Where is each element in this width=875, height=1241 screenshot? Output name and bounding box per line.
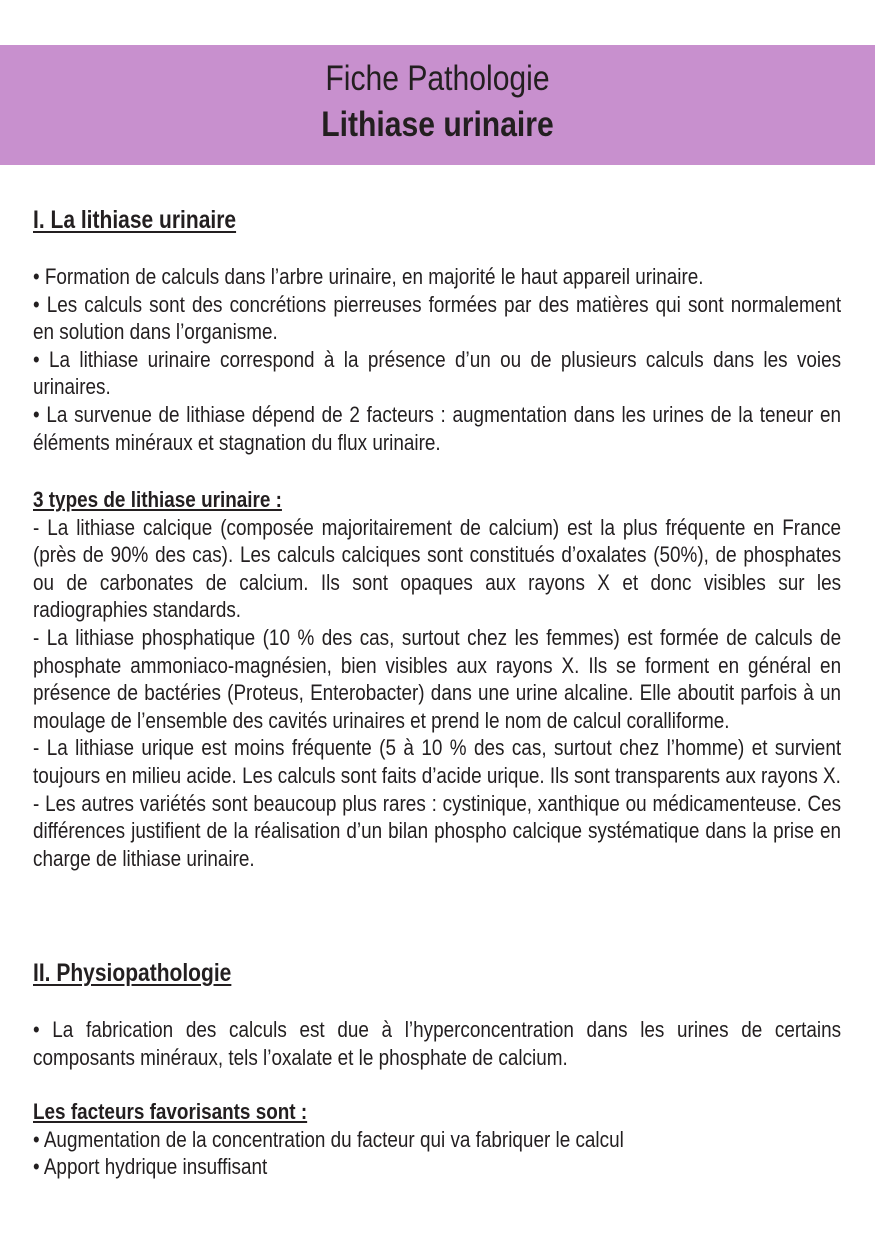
factor-item: • Apport hydrique insuffisant (33, 1154, 268, 1180)
factors-heading: Les facteurs favorisants sont : (33, 1099, 308, 1124)
section1-bullet: • La survenue de lithiase dépend de 2 facteurs : augmentation dans les urines de la teneur en éléments minéraux et stagnation du flux urinaire. (33, 401, 842, 455)
section2-bullet: • La fabrication des calculs est due à l’hyperconcentration dans les urines de certains composants minéraux, tels l’oxalate et le phosphate de calcium. (33, 1017, 842, 1070)
page-subtitle: Lithiase urinaire (321, 105, 554, 144)
section1-bullet: • Formation de calculs dans l’arbre urinaire, en majorité le haut appareil urinaire. (33, 264, 704, 289)
types-heading: 3 types de lithiase urinaire : (33, 487, 282, 512)
section2-bullets (33, 1016, 841, 1071)
factor-item: • Augmentation de la concentration du facteur qui va fabriquer le calcul (33, 1126, 624, 1152)
type-item: - La lithiase phosphatique (10 % des cas, surtout chez les femmes) est formée de calculs de phosphate ammoniaco-magnésien, bien visibles aux rayons X. Ils se forment en général en présence de bactéries (Proteus, Enterobacter) dans une urine alcaline. Elle aboutit parfois à un moulage de l’ensemble des cavités urinaires et prend le nom de calcul coralliforme. (33, 624, 842, 733)
page-title: Fiche Pathologie (325, 59, 550, 98)
factors-block (33, 1098, 841, 1181)
types-block (33, 486, 841, 872)
header-band (0, 45, 875, 165)
section2 (33, 958, 841, 988)
section1-bullet: • La lithiase urinaire correspond à la présence d’un ou de plusieurs calculs dans les voies urinaires. (33, 346, 842, 400)
type-item: - Les autres variétés sont beaucoup plus rares : cystinique, xanthique ou médicamenteuse. Ces différences justifient de la réalisation d’un bilan phospho calcique systématique dans la prise en charge de lithiase urinaire. (33, 790, 842, 871)
type-item: - La lithiase urique est moins fréquente (5 à 10 % des cas, surtout chez l’homme) et survient toujours en milieu acide. Les calculs sont faits d’acide urique. Ils sont transparents aux rayons X. (33, 735, 842, 788)
section2-heading: II. Physiopathologie (33, 959, 232, 987)
section1-heading: I. La lithiase urinaire (33, 206, 237, 234)
section1 (33, 205, 841, 235)
section1-bullets (33, 263, 841, 456)
section1-bullet: • Les calculs sont des concrétions pierreuses formées par des matières qui sont normalement en solution dans l’organisme. (33, 291, 842, 345)
type-item: - La lithiase calcique (composée majoritairement de calcium) est la plus fréquente en France (près de 90% des cas). Les calculs calciques sont constitués d’oxalates (50%), de phosphates ou de carbonates de calcium. Ils sont opaques aux rayons X et donc visibles sur les radiographies standards. (33, 514, 842, 623)
